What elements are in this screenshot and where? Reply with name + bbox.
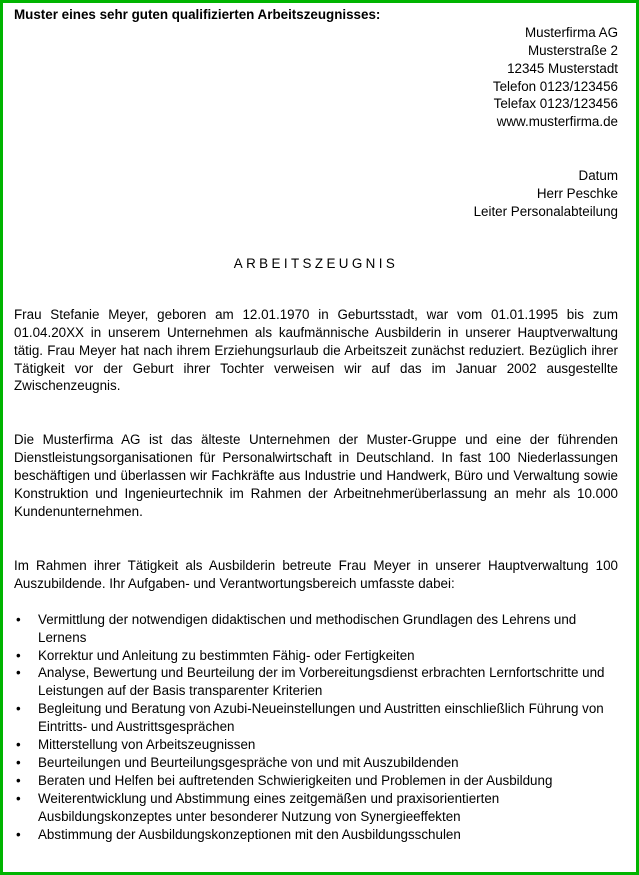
list-item [14, 772, 618, 790]
document-heading: Muster eines sehr guten qualifizierten Arbeitszeugnisses: [14, 7, 381, 22]
list-item [14, 700, 618, 736]
list-item-text: Mitterstellung von Arbeitszeugnissen [38, 737, 256, 753]
paragraph-employee-info: Frau Stefanie Meyer, geboren am 12.01.1970 in Geburtsstadt, war vom 01.01.1995 bis zum 01.04.20XX in unserem Unternehmen als kaufmännische Ausbilderin in unserer Hauptverwaltung tätig. Frau Meyer hat nach ihrem Erziehungsurlaub die Arbeitszeit zunächst reduziert. Bezüglich ihrer Tätigkeit vor der Geburt ihrer Tochter verweisen wir auf das im Januar 2002 ausgestellte Zwischenzeugnis. [14, 306, 618, 394]
bullet-icon: • [16, 665, 21, 681]
bullet-icon: • [16, 701, 21, 717]
list-item [14, 647, 618, 665]
list-item-text: Beraten und Helfen bei auftretenden Schwierigkeiten und Problemen in der Ausbildung [38, 772, 553, 788]
company-address-block [14, 24, 618, 131]
list-item [14, 611, 618, 647]
bullet-icon: • [16, 772, 21, 788]
company-phone: Telefon 0123/123456 [492, 78, 618, 94]
company-fax: Telefax 0123/123456 [493, 96, 618, 112]
list-item-text: Abstimmung der Ausbildungskonzeptionen mit den Ausbildungsschulen [38, 826, 461, 842]
list-item-text: Vermittlung der notwendigen didaktischen und methodischen Grundlagen des Lehrens und Lernens [38, 611, 577, 645]
list-item-text: Beurteilungen und Beurteilungsgespräche von und mit Auszubildenden [38, 754, 459, 770]
document-body [14, 6, 618, 843]
paragraph-responsibilities-intro: Im Rahmen ihrer Tätigkeit als Ausbilderin betreute Frau Meyer in unserer Hauptverwaltung 100 Auszubildende. Ihr Aufgaben- und Verantwortungsbereich umfasste dabei: [14, 557, 618, 591]
signature-name: Herr Peschke [536, 186, 618, 202]
document-title: ARBEITSZEUGNIS [233, 255, 399, 271]
bullet-icon: • [16, 737, 21, 753]
responsibilities-list [14, 611, 618, 844]
bullet-icon: • [16, 790, 21, 806]
company-city: 12345 Musterstadt [507, 60, 618, 76]
signature-role: Leiter Personalabteilung [473, 204, 618, 220]
list-item [14, 790, 618, 826]
bullet-icon: • [16, 611, 21, 627]
list-item [14, 754, 618, 772]
bullet-icon: • [16, 826, 21, 842]
bullet-icon: • [16, 647, 21, 663]
list-item-text: Korrektur und Anleitung zu bestimmten Fähig- oder Fertigkeiten [38, 647, 415, 663]
list-item-text: Weiterentwicklung und Abstimmung eines zeitgemäßen und praxisorientierten Ausbildungskonzeptes unter besonderer Nutzung von Synergieeffekten [38, 790, 500, 824]
bullet-icon: • [16, 754, 21, 770]
company-website: www.musterfirma.de [496, 114, 618, 130]
signature-date: Datum [578, 168, 618, 184]
list-item-text: Analyse, Bewertung und Beurteilung der im Vorbereitungsdienst erbrachten Lernfortschritte und Leistungen auf der Basis transparenter Kriterien [38, 665, 605, 699]
list-item [14, 826, 618, 844]
list-item [14, 736, 618, 754]
company-street: Musterstraße 2 [527, 42, 618, 58]
list-item-text: Begleitung und Beratung von Azubi-Neueinstellungen und Austritten einschließlich Führung von Eintritts- und Austrittsgesprächen [38, 701, 604, 735]
list-item [14, 664, 618, 700]
signature-block [14, 167, 618, 221]
paragraph-company-info: Die Musterfirma AG ist das älteste Unternehmen der Muster-Gruppe und eine der führenden Dienstleistungsorganisationen für Personalwirtschaft in Deutschland. In fast 100 Niederlassungen beschäftigen und überlassen wir Fachkräfte aus Industrie und Handwerk, Büro und Verwaltung sowie Konstruktion und Ingenieurtechnik im Rahmen der Arbeitnehmerüberlassung an mehr als 10.000 Kundenunternehmen. [14, 432, 618, 519]
company-name: Musterfirma AG [524, 24, 618, 40]
